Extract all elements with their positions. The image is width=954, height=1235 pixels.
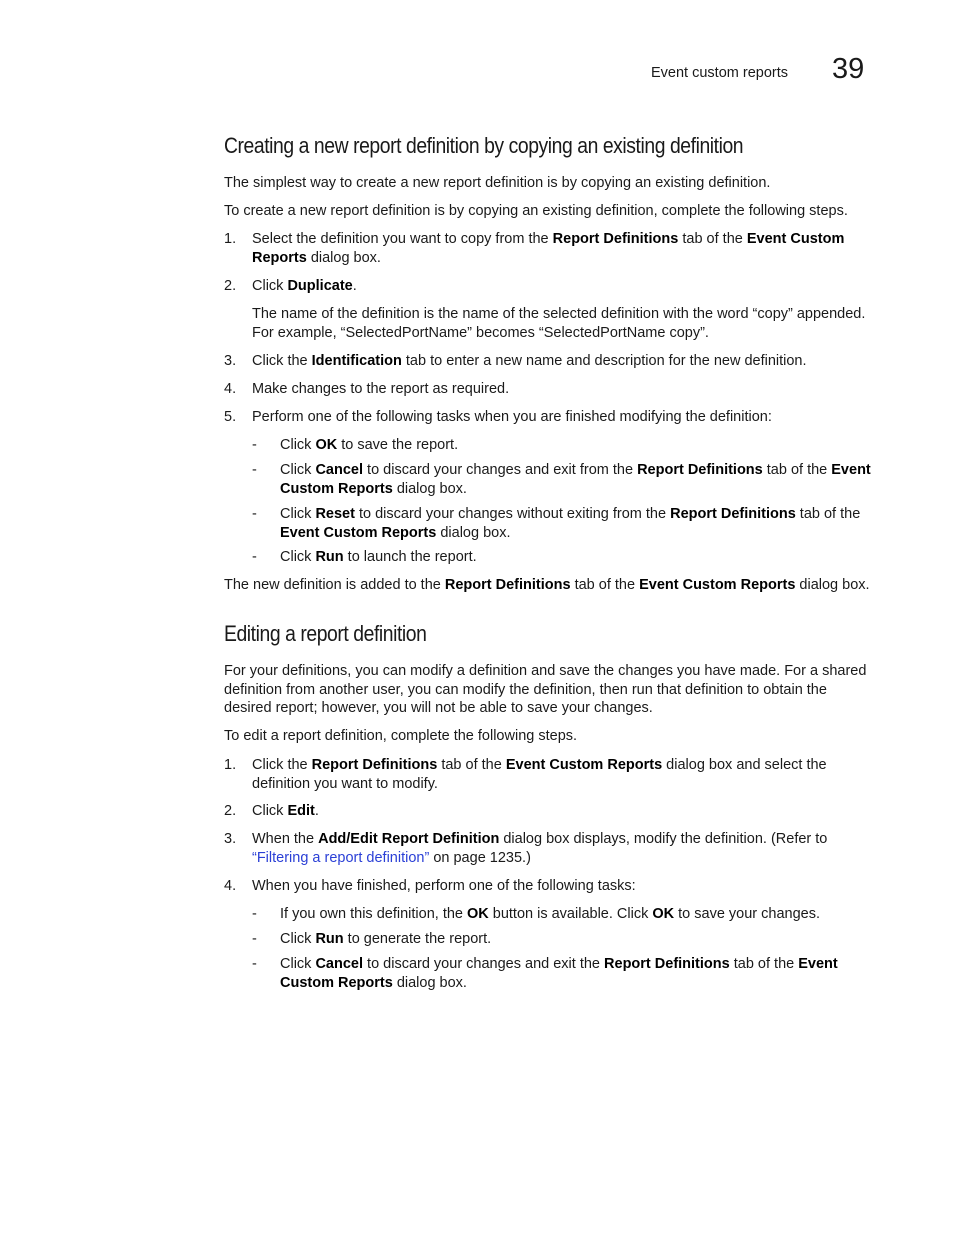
bullet-dash: - [252,506,257,522]
step-number: 2. [224,803,237,819]
step-text: Click Duplicate. [252,278,357,294]
step-text: Perform one of the following tasks when you are finished modifying the definition: [252,409,772,425]
step-note: The name of the definition is the name of the selected definition with the word “copy” appended. For example, “SelectedPortName” becomes “SelectedPortName copy”. [252,306,866,341]
sub-item-text: Click Reset to discard your changes without exiting from the Report Definitions tab of the Event Custom Reports dialog box. [280,506,861,541]
step-number: 3. [224,353,237,369]
bullet-dash: - [252,549,257,565]
sub-item-text: Click Cancel to discard your changes and exit the Report Definitions tab of the Event Custom Reports dialog box. [280,956,838,991]
filtering-definition-link[interactable]: “Filtering a report definition” [252,849,430,866]
header-section-title: Event custom reports [651,65,788,81]
bullet-dash: - [252,437,257,453]
step-text: Make changes to the report as required. [252,381,510,397]
step-number: 1. [224,757,237,773]
sub-item-text: If you own this definition, the OK button is available. Click OK to save your changes. [280,906,821,922]
section-heading-edit-definition: Editing a report definition [224,621,427,646]
paragraph: The new definition is added to the Report Definitions tab of the Event Custom Reports dialog box. [224,577,870,593]
bullet-dash: - [252,931,257,947]
paragraph: The simplest way to create a new report definition is by copying an existing definition. [224,175,771,191]
sub-item-text: Click Cancel to discard your changes and exit from the Report Definitions tab of the Event Custom Reports dialog box. [280,462,871,497]
chapter-number: 39 [832,53,865,85]
step-number: 1. [224,231,237,247]
step-text: Click Edit. [252,803,319,819]
sub-item-text: Click OK to save the report. [280,437,459,453]
step-number: 4. [224,878,237,894]
step-number: 3. [224,831,237,847]
step-text: Click the Report Definitions tab of the Event Custom Reports dialog box and select the definition you want to modify. [252,757,827,792]
step-text: Select the definition you want to copy from the Report Definitions tab of the Event Custom Reports dialog box. [252,231,845,266]
paragraph: For your definitions, you can modify a definition and save the changes you have made. For a shared definition from another user, you can modify the definition, then run that definition to obtain the desired report; however, you will not be able to save your changes. [224,663,867,717]
step-number: 4. [224,381,237,397]
sub-item-text: Click Run to launch the report. [280,549,477,565]
sub-item-text: Click Run to generate the report. [280,931,492,947]
step-text: When you have finished, perform one of the following tasks: [252,878,636,894]
paragraph: To edit a report definition, complete the following steps. [224,728,578,744]
bullet-dash: - [252,906,257,922]
step-number: 2. [224,278,237,294]
section-heading-copy-definition: Creating a new report definition by copying an existing definition [224,133,744,158]
paragraph: To create a new report definition is by copying an existing definition, complete the following steps. [224,203,848,219]
step-text: Click the Identification tab to enter a new name and description for the new definition. [252,353,807,369]
step-number: 5. [224,409,237,425]
step-text: When the Add/Edit Report Definition dialog box displays, modify the definition. (Refer to “Filtering a report definition” on page 1235.) [252,831,828,866]
bullet-dash: - [252,462,257,478]
bullet-dash: - [252,956,257,972]
